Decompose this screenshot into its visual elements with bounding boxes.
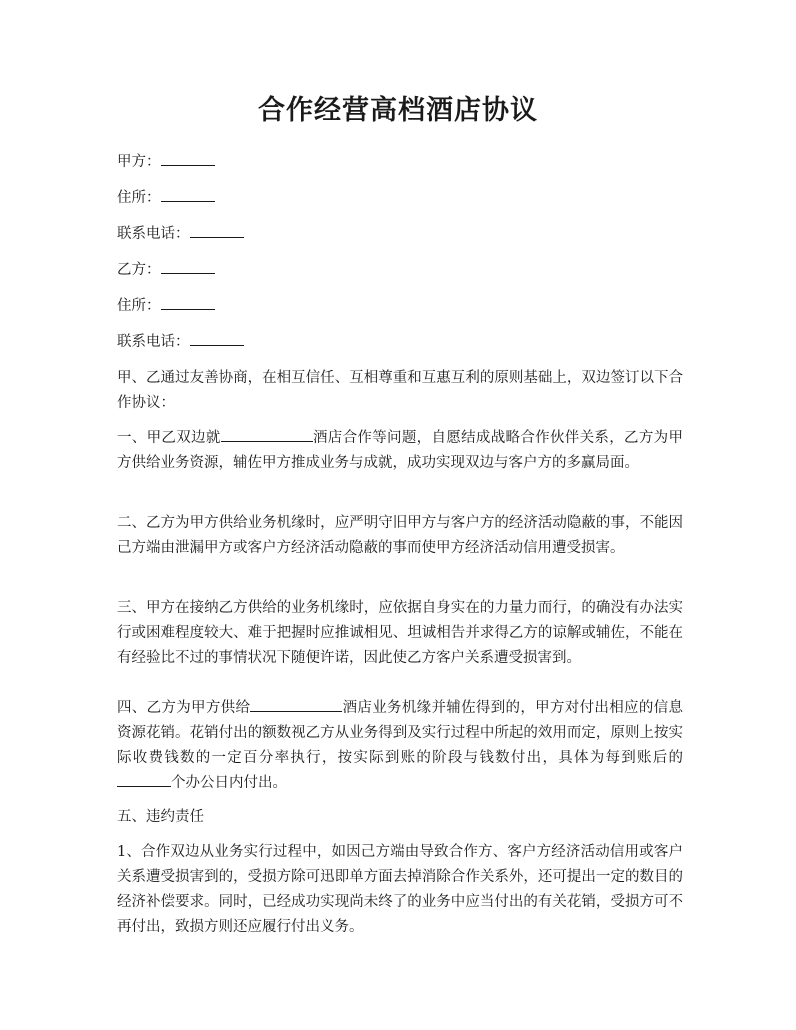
party-a-address-field <box>117 186 683 211</box>
party-a-name-label: 甲方： <box>117 154 161 170</box>
party-a-address-label: 住所： <box>117 190 161 206</box>
party-b-address-field <box>117 294 683 319</box>
party-b-phone-field <box>117 330 683 355</box>
clause-1-hotel-blank <box>221 427 313 442</box>
clause-1-text-after: 酒店合作等问题，自愿结成战略合作伙伴关系，乙方为甲方供给业务资源，辅佐甲方推成业务与成就，成功实现双边与客户方的多赢局面。 <box>117 430 683 471</box>
clause-4-text-before: 四、乙方为甲方供给 <box>117 700 251 716</box>
document-title: 合作经营高档酒店协议 <box>258 95 538 126</box>
party-b-address-blank <box>161 295 215 310</box>
clause-3-paragraph: 三、甲方在接纳乙方供给的业务机缘时，应依据自身实在的力量力而行，的确没有办法实行或困难程度较大、难于把握时应推诚相见、坦诚相告并求得乙方的谅解或辅佐，不能在有经验比不过的事情状况下随便许诺，因此使乙方客户关系遭受损害到。 <box>117 600 683 666</box>
clause-4-hotel-blank <box>250 697 342 712</box>
party-a-address-blank <box>161 187 215 202</box>
party-b-phone-blank <box>190 331 244 346</box>
party-a-name-blank <box>161 151 215 166</box>
clause-2-paragraph: 二、乙方为甲方供给业务机缘时，应严明守旧甲方与客户方的经济活动隐蔽的事，不能因己方端由泄漏甲方或客户方经济活动隐蔽的事而使甲方经济活动信用遭受损害。 <box>117 515 683 556</box>
party-b-address-label: 住所： <box>117 298 161 314</box>
party-b-name-label: 乙方： <box>117 262 161 278</box>
clause-5-heading: 五、违约责任 <box>117 809 204 825</box>
party-a-phone-field <box>117 222 683 247</box>
clause-1-paragraph <box>117 426 683 476</box>
party-b-name-field <box>117 258 683 283</box>
clause-4-days-blank <box>117 772 171 787</box>
clause-5-1-paragraph: 1、合作双边从业务实行过程中，如因己方端由导致合作方、客户方经济活动信用或客户关系遭受损害到的，受损方除可迅即单方面去掉消除合作关系外，还可提出一定的数目的经济补偿要求。同时，已经成功实现尚未终了的业务中应当付出的有关花销，受损方可不再付出，致损方则还应履行付出义务。 <box>117 844 683 935</box>
clause-4-text-middle: 酒店业务机缘并辅佐得到的，甲方对付出相应的信息资源花销。花销付出的额数视乙方从业务得到及实行过程中所起的效用而定，原则上按实际收费钱数的一定百分率执行，按实际到账的阶段与钱数付出，具体为每到账后的 <box>117 700 683 766</box>
party-b-name-blank <box>161 259 215 274</box>
clause-1-text-before: 一、甲乙双边就 <box>117 430 221 446</box>
party-b-phone-label: 联系电话： <box>117 334 190 350</box>
party-a-name-field <box>117 150 683 175</box>
party-a-phone-blank <box>190 223 244 238</box>
clause-4-paragraph <box>117 696 683 796</box>
intro-paragraph: 甲、乙通过友善协商，在相互信任、互相尊重和互惠互利的原则基础上，双边签订以下合作协议： <box>117 370 683 411</box>
clause-4-text-after: 个办公日内付出。 <box>171 775 287 791</box>
party-a-phone-label: 联系电话： <box>117 226 190 242</box>
